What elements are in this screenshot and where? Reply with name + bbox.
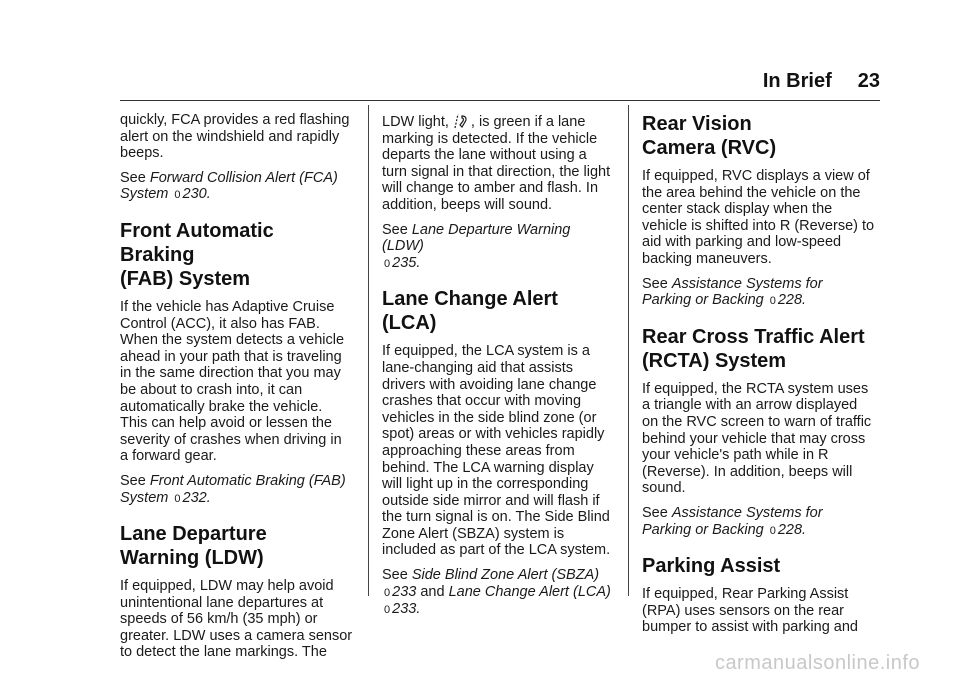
- reference-link[interactable]: Assistance Systems for Parking or Backing: [642, 504, 823, 538]
- reference-page[interactable]: 228.: [777, 521, 807, 538]
- reference-page[interactable]: 228.: [777, 292, 807, 309]
- page-reference-icon: 0: [384, 257, 391, 270]
- header-rule: [120, 100, 880, 101]
- paragraph: If equipped, the RCTA system uses a triangle with an arrow displayed on the RVC screen to warn of traffic behind your vehicle that may cross your vehicle's path while in R (Reverse). In addition, beeps will sound.: [642, 380, 872, 497]
- page-reference-icon: 0: [174, 492, 181, 505]
- see-reference: See Side Blind Zone Alert (SBZA) 0 233 and Lane Change Alert (LCA) 0 233.: [382, 567, 611, 618]
- column-divider: [368, 105, 369, 596]
- heading-rvc: Rear Vision Camera (RVC): [642, 113, 777, 159]
- heading-ldw: Lane Departure Warning (LDW): [120, 523, 267, 570]
- column-3: [642, 112, 875, 644]
- page-number: 23: [857, 70, 880, 92]
- see-reference: See Lane Departure Warning (LDW) 0 235.: [382, 221, 571, 271]
- reference-link[interactable]: Front Automatic Braking (FAB) System: [120, 472, 346, 506]
- page-reference-icon: 0: [769, 295, 776, 308]
- column-divider: [628, 105, 629, 596]
- page-header: [0, 70, 880, 93]
- reference-page[interactable]: 230.: [182, 186, 211, 203]
- reference-page[interactable]: 233: [392, 583, 417, 600]
- see-reference: See Forward Collision Alert (FCA) System 0 230.: [120, 169, 338, 203]
- reference-link[interactable]: Forward Collision Alert (FCA) System: [120, 169, 338, 203]
- heading-fab: Front Automatic Braking (FAB) System: [120, 219, 274, 290]
- reference-link[interactable]: Assistance Systems for Parking or Backing: [642, 275, 823, 309]
- reference-link[interactable]: Side Blind Zone Alert (SBZA): [411, 567, 600, 584]
- page-reference-icon: 0: [384, 586, 391, 599]
- paragraph: If equipped, RVC displays a view of the area behind the vehicle on the center stack display when the vehicle is shifted into R (Reverse) to aid with parking and low-speed backing maneuvers.: [642, 168, 875, 267]
- reference-link[interactable]: Lane Change Alert (LCA): [448, 583, 611, 600]
- column-1: [120, 112, 353, 669]
- paragraph: If equipped, LDW may help avoid unintentional lane departures at speeds of 56 km/h (35 mph) or greater. LDW uses a camera sensor to detect the lane markings. The: [120, 578, 353, 661]
- heading-parking-assist: Parking Assist: [642, 555, 781, 578]
- page-reference-icon: 0: [384, 604, 391, 617]
- page-reference-icon: 0: [769, 524, 776, 537]
- lane-departure-icon: [453, 112, 471, 130]
- see-reference: See Assistance Systems for Parking or Backing 0 228.: [642, 504, 823, 538]
- see-reference: See Front Automatic Braking (FAB) System 0 232.: [120, 472, 346, 506]
- reference-link[interactable]: Lane Departure Warning (LDW): [382, 221, 571, 255]
- heading-rcta: Rear Cross Traffic Alert (RCTA) System: [642, 325, 865, 372]
- paragraph: If equipped, the LCA system is a lane-changing aid that assists drivers with avoiding lane change crashes that occur with moving vehicles in the side blind zone (or spot) areas or with vehicles rapidly approaching these areas from behind. The LCA warning display will light up in the corresponding outside side mirror and will flash if the turn signal is on. The Side Blind Zone Alert (SBZA) system is included as part of the LCA system.: [382, 343, 611, 559]
- reference-page[interactable]: 235.: [392, 254, 421, 271]
- section-title: In Brief: [762, 70, 832, 92]
- column-2: [382, 112, 615, 627]
- heading-lca: Lane Change Alert (LCA): [382, 288, 558, 335]
- paragraph: If the vehicle has Adaptive Cruise Control (ACC), it also has FAB. When the system detects a vehicle ahead in your path that is traveling in the same direction that you may be about to crash into, it can automatically brake the vehicle. This can help avoid or lessen the severity of crashes when driving in a forward gear.: [120, 298, 345, 465]
- reference-page[interactable]: 233.: [392, 601, 421, 618]
- watermark: carmanualsonline.info: [714, 652, 920, 674]
- paragraph: If equipped, Rear Parking Assist (RPA) uses sensors on the rear bumper to assist with parking and: [642, 586, 858, 636]
- paragraph: LDW light, , is green if a lane marking is detected. If the vehicle departs the lane without using a turn signal in that direction, the light will change to amber and flash. In addition, beeps will sound.: [382, 114, 611, 213]
- see-reference: See Assistance Systems for Parking or Backing 0 228.: [642, 275, 823, 309]
- paragraph: quickly, FCA provides a red flashing alert on the windshield and rapidly beeps.: [120, 112, 350, 162]
- reference-page[interactable]: 232.: [182, 489, 211, 506]
- page-reference-icon: 0: [174, 189, 181, 202]
